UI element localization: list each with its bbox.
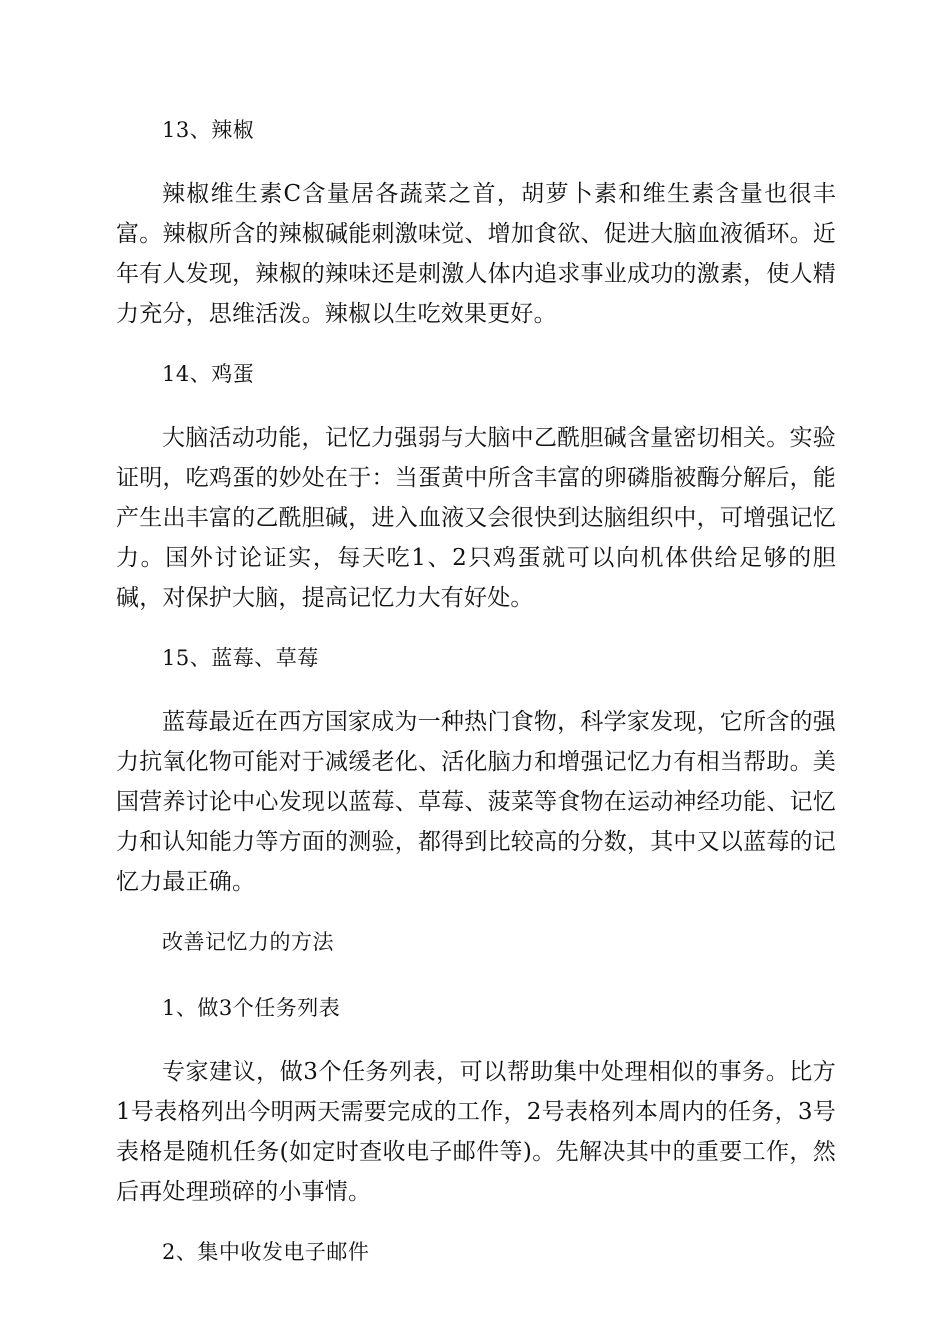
section-heading-berries: 15、蓝莓、草莓 <box>162 646 319 670</box>
section-heading-email: 2、集中收发电子邮件 <box>162 1240 370 1264</box>
section-heading-task-lists: 1、做3个任务列表 <box>162 996 341 1020</box>
document-body <box>116 108 836 1274</box>
paragraph-chili: 辣椒维生素C含量居各蔬菜之首，胡萝卜素和维生素含量也很丰富。辣椒所含的辣椒碱能刺激味觉、增加食欲、促进大脑血液循环。近年有人发现，辣椒的辣味还是刺激人体内追求事业成功的激素，使人精力充分，思维活泼。辣椒以生吃效果更好。 <box>116 181 836 327</box>
paragraph-egg: 大脑活动功能，记忆力强弱与大脑中乙酰胆碱含量密切相关。实验证明，吃鸡蛋的妙处在于：当蛋黄中所含丰富的卵磷脂被酶分解后，能产生出丰富的乙酰胆碱，进入血液又会很快到达脑组织中，可增强记忆力。国外讨论证实，每天吃1、2只鸡蛋就可以向机体供给足够的胆碱，对保护大脑，提高记忆力大有好处。 <box>116 425 836 611</box>
paragraph-berries: 蓝莓最近在西方国家成为一种热门食物，科学家发现，它所含的强力抗氧化物可能对于减缓老化、活化脑力和增强记忆力有相当帮助。美国营养讨论中心发现以蓝莓、草莓、菠菜等食物在运动神经功能、记忆力和认知能力等方面的测验，都得到比较高的分数，其中又以蓝莓的记忆力最正确。 <box>116 709 836 895</box>
section-heading-egg: 14、鸡蛋 <box>162 362 255 386</box>
section-heading-chili: 13、辣椒 <box>162 118 255 142</box>
section-heading-memory-methods: 改善记忆力的方法 <box>162 930 334 954</box>
paragraph-task-lists: 专家建议，做3个任务列表，可以帮助集中处理相似的事务。比方1号表格列出今明两天需要完成的工作，2号表格列本周内的任务，3号表格是随机任务(如定时查收电子邮件等)。先解决其中的重要工作，然后再处理琐碎的小事情。 <box>116 1059 836 1205</box>
